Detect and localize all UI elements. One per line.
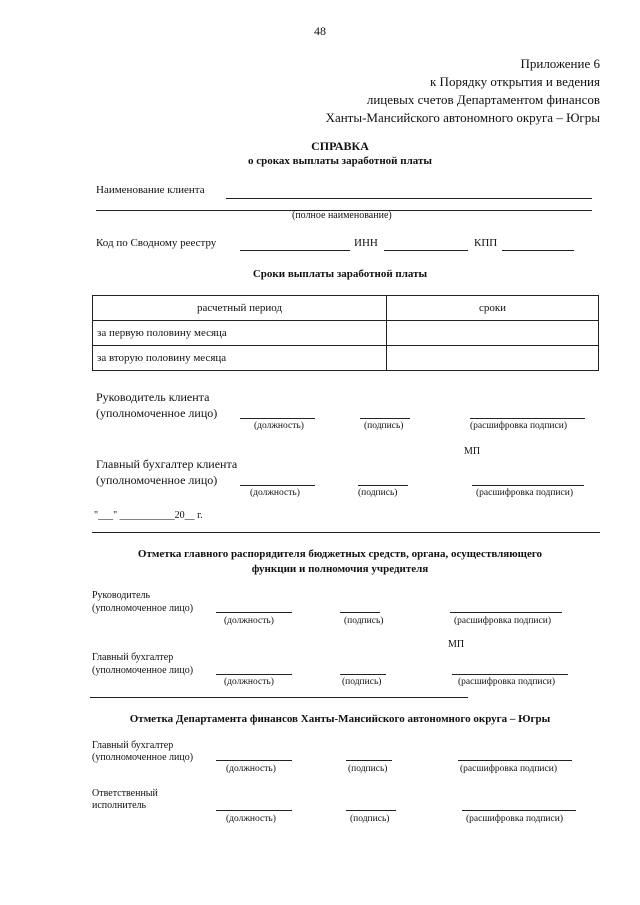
section2-accountant-label: Главный бухгалтер <box>92 652 174 663</box>
table-header-row <box>93 296 599 321</box>
section-divider <box>90 697 468 698</box>
section3-accountant-label: Главный бухгалтер <box>92 740 174 751</box>
client-accountant-position-line[interactable] <box>240 485 315 486</box>
stamp-label: МП <box>464 446 481 457</box>
section2-head-sublabel: (уполномоченное лицо) <box>92 603 194 614</box>
section2-title-line-2: функции и полномочия учредителя <box>251 563 429 575</box>
appendix-line-3: лицевых счетов Департаментом финансов <box>366 92 600 107</box>
caption-decoding: (расшифровка подписи) <box>476 488 573 498</box>
client-name-label: Наименование клиента <box>96 184 205 196</box>
section2-accountant-sublabel: (уполномоченное лицо) <box>92 665 194 676</box>
section3-accountant-position-line[interactable] <box>216 760 292 761</box>
caption-decoding: (расшифровка подписи) <box>466 814 563 824</box>
table-cell-terms[interactable] <box>387 321 599 346</box>
client-head-decoding-line[interactable] <box>470 418 585 419</box>
table-header-period: расчетный период <box>93 296 387 321</box>
section3-executor-decoding-line[interactable] <box>462 810 576 811</box>
payment-terms-table <box>92 295 599 371</box>
document-subtitle: о сроках выплаты заработной платы <box>248 155 432 167</box>
caption-signature: (подпись) <box>348 764 388 774</box>
table-row <box>93 321 599 346</box>
section3-accountant-signature-line[interactable] <box>346 760 392 761</box>
inn-field[interactable] <box>384 250 468 251</box>
section-divider <box>92 532 600 533</box>
section2-head-signature-line[interactable] <box>340 612 380 613</box>
inn-label: ИНН <box>354 237 378 249</box>
document-title: СПРАВКА <box>311 139 369 153</box>
caption-position: (должность) <box>250 488 300 498</box>
client-accountant-sublabel: (уполномоченное лицо) <box>96 473 218 487</box>
caption-signature: (подпись) <box>350 814 390 824</box>
caption-position: (должность) <box>254 421 304 431</box>
table-cell-period: за первую половину месяца <box>93 321 387 346</box>
date-line[interactable]: "___" ___________20__ г. <box>94 510 203 521</box>
section2-accountant-position-line[interactable] <box>216 674 292 675</box>
appendix-line-2: к Порядку открытия и ведения <box>429 74 600 89</box>
table-row <box>93 346 599 371</box>
client-head-sublabel: (уполномоченное лицо) <box>96 406 218 420</box>
client-accountant-decoding-line[interactable] <box>472 485 584 486</box>
caption-position: (должность) <box>226 764 276 774</box>
section2-head-label: Руководитель <box>92 590 151 601</box>
section2-accountant-decoding-line[interactable] <box>452 674 568 675</box>
stamp-label: МП <box>448 639 465 650</box>
table-title: Сроки выплаты заработной платы <box>252 268 428 280</box>
caption-position: (должность) <box>224 616 274 626</box>
client-head-label: Руководитель клиента <box>96 390 210 404</box>
section3-accountant-sublabel: (уполномоченное лицо) <box>92 752 194 763</box>
kpp-field[interactable] <box>502 250 574 251</box>
client-accountant-label: Главный бухгалтер клиента <box>96 457 238 471</box>
caption-position: (должность) <box>224 677 274 687</box>
caption-position: (должность) <box>226 814 276 824</box>
page-number: 48 <box>314 24 326 38</box>
client-accountant-signature-line[interactable] <box>358 485 408 486</box>
appendix-line-1: Приложение 6 <box>520 56 600 71</box>
section3-title: Отметка Департамента финансов Ханты-Мансийского автономного округа – Югры <box>129 713 551 725</box>
caption-signature: (подпись) <box>342 677 382 687</box>
caption-decoding: (расшифровка подписи) <box>460 764 557 774</box>
caption-signature: (подпись) <box>344 616 384 626</box>
section2-accountant-signature-line[interactable] <box>340 674 386 675</box>
appendix-line-4: Ханты-Мансийского автономного округа – Югры <box>325 110 600 125</box>
section3-accountant-decoding-line[interactable] <box>458 760 572 761</box>
caption-signature: (подпись) <box>364 421 404 431</box>
section3-executor-label: Ответственный <box>92 788 158 799</box>
table-cell-period: за вторую половину месяца <box>93 346 387 371</box>
code-label: Код по Сводному реестру <box>96 237 217 249</box>
section3-executor-signature-line[interactable] <box>346 810 396 811</box>
client-head-position-line[interactable] <box>240 418 315 419</box>
section2-head-position-line[interactable] <box>216 612 292 613</box>
code-field[interactable] <box>240 250 350 251</box>
client-head-signature-line[interactable] <box>360 418 410 419</box>
caption-signature: (подпись) <box>358 488 398 498</box>
client-name-line[interactable] <box>226 198 592 199</box>
kpp-label: КПП <box>474 237 498 249</box>
table-header-terms: сроки <box>387 296 599 321</box>
caption-decoding: (расшифровка подписи) <box>470 421 567 431</box>
table-cell-terms[interactable] <box>387 346 599 371</box>
section2-head-decoding-line[interactable] <box>450 612 562 613</box>
section3-executor-position-line[interactable] <box>216 810 292 811</box>
caption-decoding: (расшифровка подписи) <box>458 677 555 687</box>
caption-decoding: (расшифровка подписи) <box>454 616 551 626</box>
section3-executor-sublabel: исполнитель <box>92 800 147 811</box>
full-name-caption: (полное наименование) <box>292 210 392 221</box>
section2-title-line-1: Отметка главного распорядителя бюджетных средств, органа, осуществляющего <box>137 548 543 560</box>
